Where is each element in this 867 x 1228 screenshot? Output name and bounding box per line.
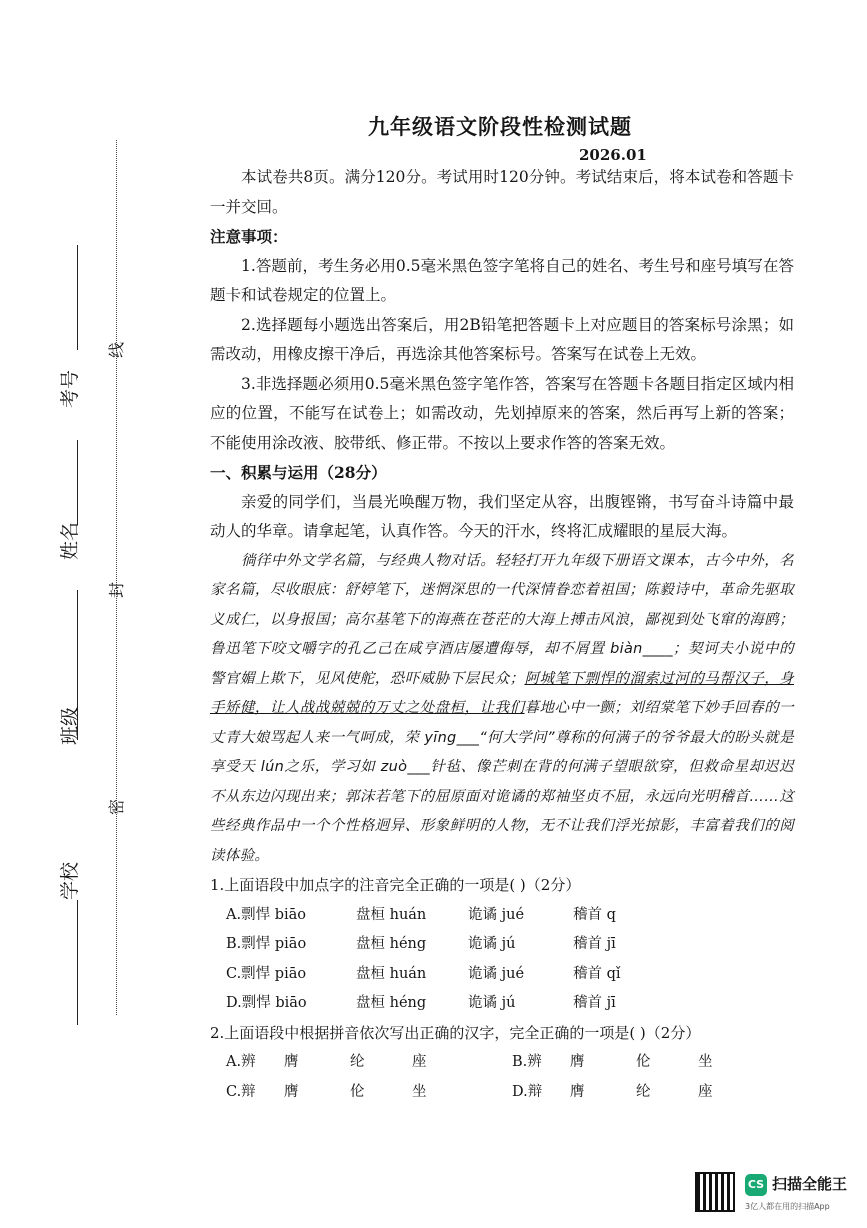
question-1-stem: 1.上面语段中加点字的注音完全正确的一项是( )（2分） <box>210 876 581 894</box>
exam-date: 2026.01 <box>579 146 647 164</box>
camscanner-tagline: 3亿人都在用的扫描App <box>745 1202 830 1211</box>
option-text: 盘桓 huán <box>356 906 427 923</box>
label-school: 学校 <box>59 861 81 900</box>
seal-char-mi: 密 <box>107 798 126 815</box>
option-text: 膺 <box>570 1083 585 1100</box>
option-text: 稽首 qǐ <box>573 965 621 982</box>
option-text: 盘桓 héng <box>356 936 427 952</box>
option-text: 稽首 jī <box>573 936 616 952</box>
option-text: 稽首 jī <box>573 995 616 1011</box>
name-fill-line <box>77 440 78 525</box>
question-2-stem: 2.上面语段中根据拼音依次写出正确的汉字，完全正确的一项是( )（2分） <box>210 1023 701 1042</box>
q2-options-row-2 <box>210 1078 794 1108</box>
option-text: 诡谲 jué <box>468 965 525 982</box>
q1-option-b <box>210 930 794 960</box>
passage-underlined: 阿城笔下剽悍的溜索过河的马帮汉子，身手矫健，让人战战兢兢的万丈之处盘桓，让我们 <box>210 670 794 716</box>
section-intro-paragraph: 亲爱的同学们，当晨光唤醒万物，我们坚定从容，出腹铿锵，书写奋斗诗篇中最动人的华章。请拿起笔，认真作答。今天的汗水，终将汇成耀眼的星辰大海。 <box>210 492 794 540</box>
notice-item: 2.选择题每小题选出答案后，用2B铅笔把答题卡上对应题目的答案标号涂黑；如需改动，用橡皮擦干净后，再选涂其他答案标号。答案写在试卷上无效。 <box>210 315 794 363</box>
option-text: 盘桓 huán <box>356 965 427 982</box>
notice-heading: 注意事项： <box>210 227 288 246</box>
option-text: 膺 <box>570 1054 585 1070</box>
option-text: 纶 <box>636 1083 651 1100</box>
notice-item: 1.答题前，考生务必用0.5毫米黑色签字笔将自己的姓名、考生号和座号填写在答题卡和试卷规定的位置上。 <box>210 256 794 304</box>
option-text: D.剽悍 biāo <box>226 995 307 1011</box>
qr-code-icon <box>695 1172 735 1212</box>
label-examno: 考号 <box>59 369 81 408</box>
option-text: 盘桓 héng <box>356 995 427 1011</box>
passage-part-b: 暮地心中一颤；刘绍棠笔下妙手回春的一丈青大娘骂起人来一气呵成，荣 yīng___“何大学问”尊称的何满子的爷爷最大的盼头就是享受天 lún之乐，学习如 zuò___针毡、像芒刺在背的何满子望眼欲穿，但救命星却迟迟不从东边闪现出来；郭沫若笔下的屈原面对诡谲的郑袖坚贞不屈，永远向光明稽首……这些经典作品中一个个性格迥异、形象鲜明的人物，无不让我们浮光掠影，丰富着我们的阅读体验。 <box>210 700 794 864</box>
camscanner-logo-icon: CS <box>745 1174 767 1196</box>
option-text: 坐 <box>412 1083 427 1100</box>
option-text: 伦 <box>350 1083 365 1100</box>
school-fill-line <box>77 900 78 1025</box>
option-text: 诡谲 jú <box>468 995 516 1011</box>
option-text: 诡谲 jué <box>468 906 525 923</box>
option-text: D.辩 <box>512 1083 543 1100</box>
option-text: C.辩 <box>226 1083 256 1100</box>
section-heading: 一、积累与运用（28分） <box>210 463 387 482</box>
option-text: 膺 <box>284 1054 299 1070</box>
q1-option-d <box>210 989 794 1019</box>
exam-body <box>210 163 794 1107</box>
label-name: 姓名 <box>59 521 81 560</box>
notice-item: 3.非选择题必须用0.5毫米黑色签字笔作答，答案写在答题卡各题目指定区域内相应的位置，不能写在试卷上；如需改动，先划掉原来的答案，然后再写上新的答案；不能使用涂改液、胶带纸、修正带。不按以上要求作答的答案无效。 <box>210 374 794 452</box>
seal-char-feng: 封 <box>107 581 126 598</box>
option-text: 纶 <box>350 1054 365 1070</box>
page-title: 九年级语文阶段性检测试题 <box>368 114 632 139</box>
seal-char-xian: 线 <box>107 341 126 358</box>
option-text: B.辨 <box>512 1054 542 1070</box>
q1-option-c <box>210 960 794 990</box>
option-text: 坐 <box>698 1054 713 1070</box>
id-fill-line <box>77 245 78 350</box>
intro-text: 本试卷共8页。满分120分。考试用时120分钟。考试结束后，将本试卷和答题卡一并交回。 <box>210 168 794 216</box>
binding-dotted-line <box>116 140 117 1015</box>
option-text: 伦 <box>636 1054 651 1070</box>
option-text: A.剽悍 biāo <box>226 906 306 923</box>
option-text: A.辨 <box>226 1054 256 1070</box>
reading-passage <box>210 547 794 872</box>
q1-option-a <box>210 901 794 931</box>
camscanner-app-name: 扫描全能王 <box>772 1175 848 1193</box>
passage-part-a: 徜徉中外文学名篇，与经典人物对话。轻轻打开九年级下册语文课本，古今中外，名家名篇，尽收眼底：舒婷笔下，迷惘深思的一代深情眷恋着祖国；陈毅诗中，革命先驱取义成仁，以身报国；高尔基笔下的海燕在苍茫的大海上搏击风浪，鄙视到处飞窜的海鸥；鲁迅笔下咬文嚼字的孔乙己在咸亨酒店屡遭侮辱，却不屑置 biàn____；契诃夫小说中的警官媚上欺下，见风使舵，恐吓威胁下层民众； <box>210 552 794 687</box>
option-text: 座 <box>412 1054 427 1070</box>
option-text: C.剽悍 piāo <box>226 965 307 982</box>
label-class: 班级 <box>59 706 81 745</box>
q2-options-row-1 <box>210 1048 794 1078</box>
option-text: B.剽悍 piāo <box>226 936 307 952</box>
option-text: 诡谲 jú <box>468 936 516 952</box>
option-text: 稽首 q <box>573 906 616 923</box>
option-text: 座 <box>698 1083 713 1100</box>
option-text: 膺 <box>284 1083 299 1100</box>
